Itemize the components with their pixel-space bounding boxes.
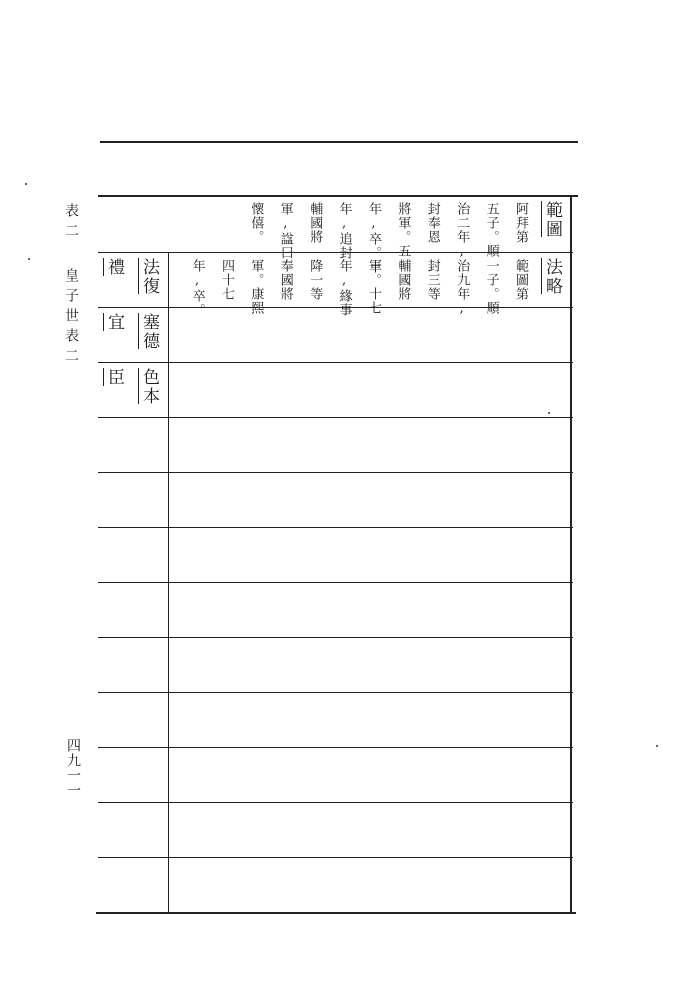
name-mark-falue — [541, 258, 542, 294]
scan-speck — [656, 745, 658, 747]
top-entry-7: 年,追封 — [336, 202, 352, 260]
row-divider-9 — [98, 692, 573, 693]
row-divider-4 — [98, 417, 573, 418]
row-divider-1 — [98, 252, 573, 253]
name-mark-yi — [103, 313, 104, 331]
row-divider-5 — [98, 472, 573, 473]
second-entry-9: 奉國將 — [277, 259, 293, 301]
top-entry-4: 封奉恩 — [424, 202, 440, 244]
name-mark-sede — [138, 313, 139, 349]
table-right-border — [570, 195, 572, 913]
row-divider-2 — [98, 307, 573, 308]
row-divider-12 — [98, 857, 573, 858]
top-entry-3: 治二年, — [454, 202, 470, 260]
row-divider-6 — [98, 527, 573, 528]
row-divider-11 — [98, 802, 573, 803]
scan-speck — [28, 258, 30, 260]
page-number: 四九一一 — [65, 738, 81, 798]
name-chen: 臣 — [104, 368, 124, 387]
name-mark-fantu — [541, 201, 542, 237]
name-seben: 色本 — [139, 368, 159, 406]
top-rule — [100, 141, 578, 143]
name-falue: 法略 — [542, 258, 562, 296]
row-divider-10 — [98, 747, 573, 748]
second-entry-11: 四十七 — [219, 259, 234, 301]
section-label: 表二 — [63, 203, 79, 243]
name-yi: 宜 — [104, 313, 124, 332]
scan-speck — [25, 183, 27, 185]
second-entry-3: 治九年, — [454, 259, 470, 317]
row-divider-8 — [98, 637, 573, 638]
scan-speck — [548, 412, 550, 414]
name-fantu: 範圖 — [542, 201, 562, 239]
top-entry-1: 阿拜第 — [513, 202, 528, 244]
row-divider-3 — [98, 362, 573, 363]
second-entry-12: 年,卒。 — [189, 259, 205, 317]
name-mark-fafu — [138, 258, 139, 294]
name-mark-seben — [138, 368, 139, 404]
name-mark-chen — [103, 368, 104, 386]
name-sede: 塞德 — [139, 313, 159, 351]
second-entry-1: 範圖第 — [513, 259, 528, 301]
second-entry-8: 降一等 — [307, 259, 323, 301]
second-entry-4: 封三等 — [424, 259, 440, 301]
name-li: 禮 — [104, 258, 124, 277]
table-top-border — [98, 195, 578, 197]
second-entry-2: 一子。順 — [483, 259, 499, 315]
second-entry-6: 軍。十七 — [366, 259, 381, 315]
name-mark-li — [103, 258, 104, 276]
name-column-border — [168, 252, 169, 913]
second-entry-7: 年,緣事 — [336, 259, 352, 317]
top-entry-6: 年,卒。十 — [366, 202, 381, 274]
row-divider-7 — [98, 582, 573, 583]
second-entry-10: 軍。康熙 — [248, 259, 264, 315]
name-fafu: 法復 — [139, 258, 159, 296]
top-entry-9: 軍,諡曰 — [277, 202, 293, 260]
table-title: 皇子世表二 — [63, 268, 79, 368]
top-entry-10: 懷僖。 — [248, 202, 264, 244]
top-entry-8: 輔國將 — [307, 202, 323, 244]
top-entry-2: 五子。順 — [483, 202, 499, 258]
top-entry-5: 將軍。五 — [395, 202, 411, 258]
second-entry-5: 輔國將 — [395, 259, 411, 301]
